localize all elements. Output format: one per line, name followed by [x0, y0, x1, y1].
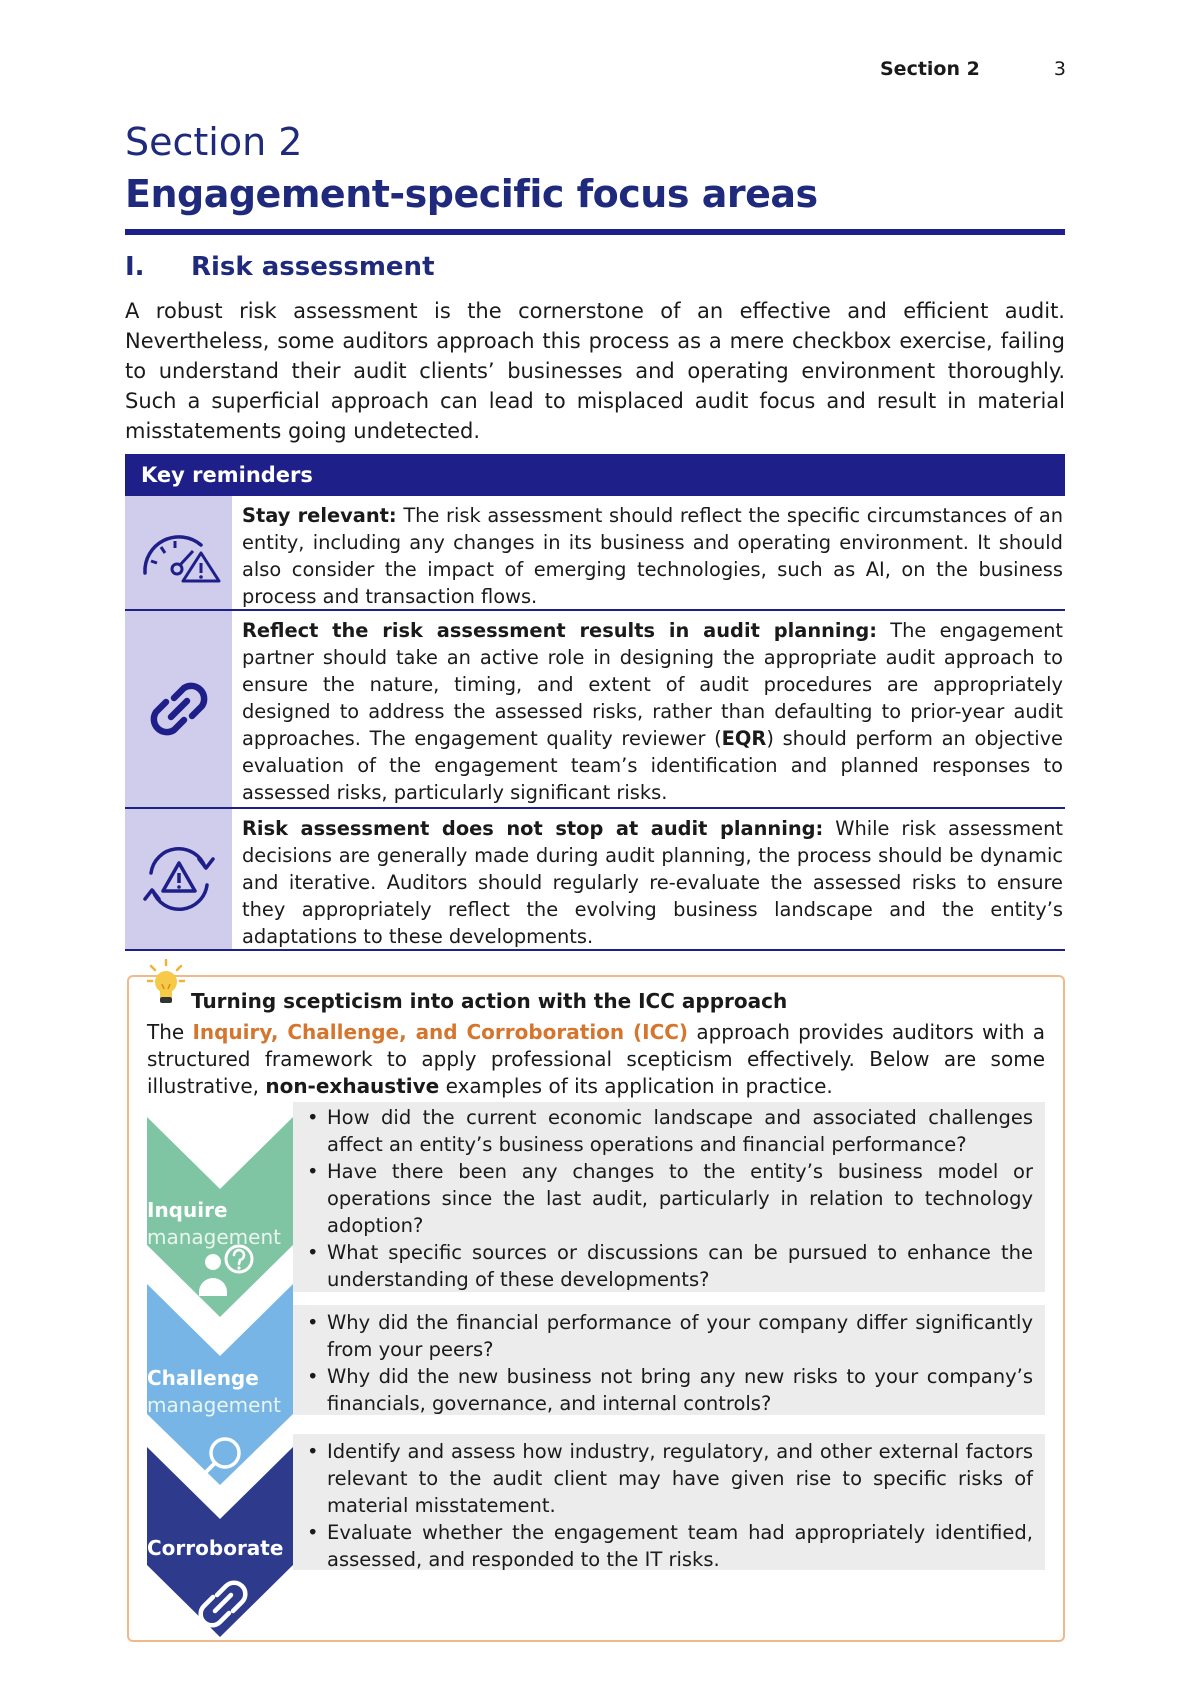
icc-callout-box [127, 975, 1065, 1642]
challenge-questions [293, 1305, 1045, 1415]
key-reminder-row [125, 496, 1065, 611]
key-reminder-body: The risk assessment should reflect the specific circumstances of an entity, including any changes in its business and operating environment. It should also consider the impact of emerging technologies, such as AI, on the business process and transaction flows. [242, 504, 1063, 608]
icc-intro [147, 1019, 1045, 1100]
chain-link-icon [125, 611, 232, 807]
inquire-label-light: management [147, 1225, 281, 1249]
list-item: • Have there been any changes to the entity’s business model or operations since the last audit, particularly in relation to technology adoption? [303, 1158, 1033, 1239]
key-reminder-text [232, 611, 1065, 807]
key-reminder-title: Risk assessment does not stop at audit planning: [242, 817, 824, 840]
inquire-questions [293, 1102, 1045, 1292]
subsection-title: Risk assessment [191, 252, 435, 282]
page-number: 3 [1053, 58, 1066, 80]
page-title: Engagement-specific focus areas [125, 172, 818, 216]
key-reminder-row [125, 611, 1065, 809]
corroborate-label-bold: Corroborate [147, 1536, 284, 1560]
intro-paragraph: A robust risk assessment is the cornerstone of an effective and efficient audit. Nevertheless, some auditors approach this process as a mere checkbox exercise, failing to understand their audit clients’ businesses and operating environment thoroughly. Such a superficial approach can lead to misplaced audit focus and result in material misstatements going undetected. [125, 299, 1065, 443]
running-header-section: Section 2 [880, 58, 980, 80]
challenge-label [147, 1365, 281, 1419]
icc-intro-text: examples of its application in practice. [439, 1074, 833, 1098]
title-divider [125, 229, 1065, 235]
key-reminder-title: Reflect the risk assessment results in audit planning: [242, 619, 878, 642]
subsection-heading [125, 252, 435, 282]
lightbulb-icon [147, 959, 185, 1011]
person-question-icon [195, 1242, 257, 1298]
magnifier-icon [199, 1435, 245, 1481]
key-reminder-title: Stay relevant: [242, 504, 397, 527]
corroborate-questions [293, 1434, 1045, 1570]
key-reminder-text [232, 809, 1065, 949]
list-item: • Evaluate whether the engagement team had appropriately identified, assessed, and responded to the IT risks. [303, 1519, 1033, 1573]
key-reminder-body: The engagement partner should take an active role in designing the appropriate audit approach to ensure the nature, timing, and extent of audit procedures are appropriately designed to address the assessed risks, rather than defaulting to prior-year audit approaches. The engagement quality reviewer ( [242, 619, 1063, 750]
icc-bold-term: non-exhaustive [265, 1074, 440, 1098]
inquire-label-bold: Inquire [147, 1198, 228, 1222]
icc-highlight: Inquiry, Challenge, and Corroboration (ICC) [192, 1020, 689, 1044]
list-item: • How did the current economic landscape and associated challenges affect an entity’s business operations and financial performance? [303, 1104, 1033, 1158]
section-title: Section 2 [125, 120, 303, 164]
challenge-label-light: management [147, 1393, 281, 1417]
subsection-number: I. [125, 252, 145, 282]
running-header [880, 58, 1070, 82]
cycle-warning-icon [125, 809, 232, 949]
icc-intro-text: The [147, 1020, 193, 1044]
key-reminders-heading: Key reminders [125, 454, 1065, 496]
icc-title: Turning scepticism into action with the ICC approach [191, 989, 788, 1013]
link-icon [193, 1575, 253, 1633]
list-item: • Identify and assess how industry, regulatory, and other external factors relevant to the audit client may have given rise to specific risks of material misstatement. [303, 1438, 1033, 1519]
icc-intro-text: approach provides auditors with a structured framework to apply professional scepticism effectively. Below are some illustrative, [147, 1020, 1045, 1098]
key-reminder-row [125, 809, 1065, 951]
challenge-label-bold: Challenge [147, 1366, 259, 1390]
speedometer-warning-icon [125, 496, 232, 609]
key-reminder-text [232, 496, 1065, 609]
corroborate-label [147, 1535, 283, 1562]
list-item: • Why did the financial performance of your company differ significantly from your peers? [303, 1309, 1033, 1363]
list-item: • What specific sources or discussions can be pursued to enhance the understanding of these developments? [303, 1239, 1033, 1293]
key-reminder-body: While risk assessment decisions are generally made during audit planning, the process should be dynamic and iterative. Auditors should regularly re-evaluate the assessed risks to ensure they appropriately reflect the evolving business landscape and the entity’s adaptations to these developments. [242, 817, 1063, 948]
eqr-abbreviation: EQR [721, 727, 767, 750]
icc-steps [147, 1117, 293, 1637]
list-item: • Why did the new business not bring any new risks to your company’s financials, governance, and internal controls? [303, 1363, 1033, 1417]
key-reminder-body: ) should perform an objective evaluation of the engagement team’s identification and planned responses to assessed risks, particularly significant risks. [242, 727, 1063, 804]
key-reminders-table [125, 454, 1065, 951]
